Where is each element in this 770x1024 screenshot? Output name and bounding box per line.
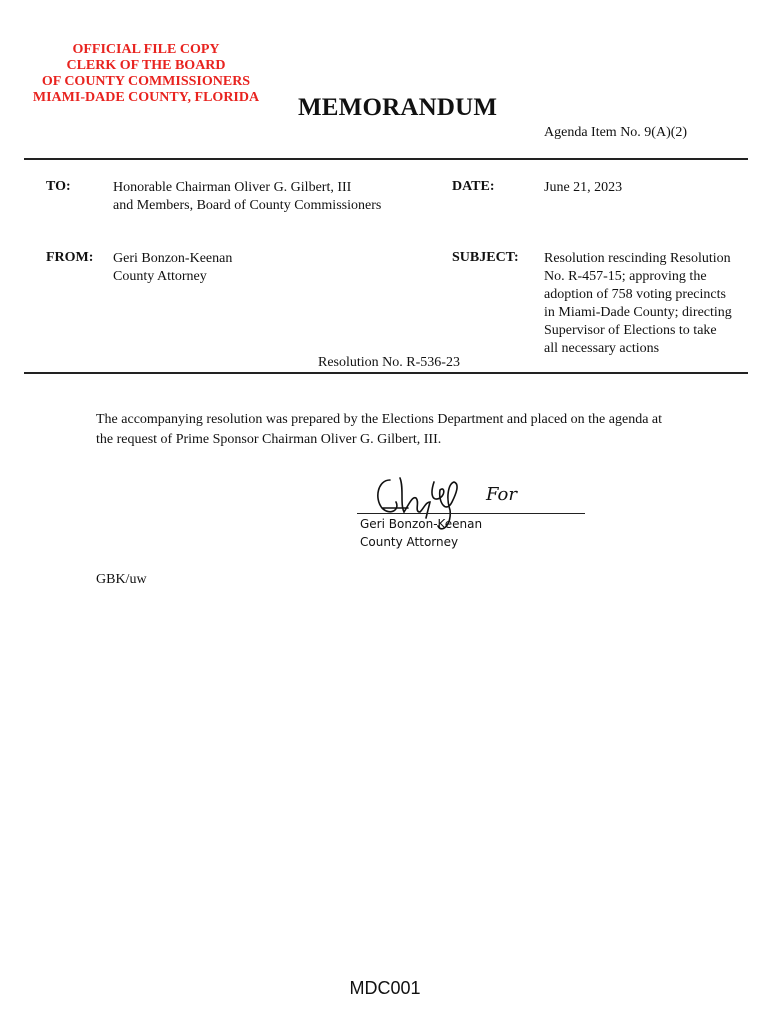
- date-value: June 21, 2023: [544, 180, 623, 195]
- memo-title: MEMORANDUM: [298, 94, 498, 121]
- resolution-number: Resolution No. R-536-23: [318, 355, 460, 370]
- typist-initials: GBK/uw: [96, 572, 147, 587]
- from-line: Geri Bonzon-Keenan: [113, 251, 233, 266]
- from-sender: [113, 250, 232, 286]
- to-line: Honorable Chairman Oliver G. Gilbert, III: [113, 180, 352, 195]
- date-label: DATE:: [452, 179, 495, 194]
- signatory-title: County Attorney: [360, 535, 459, 549]
- subject-label: SUBJECT:: [452, 250, 519, 265]
- stamp-line: CLERK OF THE BOARD: [66, 58, 226, 73]
- subject-line: all necessary actions: [544, 341, 660, 356]
- stamp-line: OFFICIAL FILE COPY: [72, 42, 220, 57]
- agenda-item-number: Agenda Item No. 9(A)(2): [544, 125, 688, 140]
- stamp-line: MIAMI-DADE COUNTY, FLORIDA: [32, 90, 260, 105]
- subject-line: No. R-457-15; approving the: [544, 269, 707, 284]
- subject-text: [544, 250, 732, 358]
- subject-line: adoption of 758 voting precincts: [544, 287, 726, 302]
- to-label: TO:: [46, 179, 71, 194]
- signature-line: [357, 513, 585, 514]
- to-recipients: [113, 179, 381, 215]
- header-rule-bottom: [24, 372, 748, 374]
- signatory-name: Geri Bonzon-Keenan: [360, 517, 483, 531]
- stamp-line: OF COUNTY COMMISSIONERS: [41, 74, 251, 89]
- body-line: the request of Prime Sponsor Chairman Oliver G. Gilbert, III.: [96, 432, 442, 447]
- memo-body: [96, 410, 736, 450]
- subject-line: Supervisor of Elections to take: [544, 323, 717, 338]
- to-line: and Members, Board of County Commissioners: [113, 198, 382, 213]
- body-line: The accompanying resolution was prepared by the Elections Department and placed on the agenda at: [96, 412, 663, 427]
- official-file-copy-stamp: [20, 42, 272, 106]
- subject-line: Resolution rescinding Resolution: [544, 251, 731, 266]
- header-rule-top: [24, 158, 748, 160]
- document-code-footer: MDC001: [349, 978, 421, 998]
- from-line: County Attorney: [113, 269, 207, 284]
- from-label: FROM:: [46, 250, 94, 265]
- signature-for-note: For: [486, 484, 517, 505]
- signature-block: [360, 515, 482, 551]
- subject-line: in Miami-Dade County; directing: [544, 305, 732, 320]
